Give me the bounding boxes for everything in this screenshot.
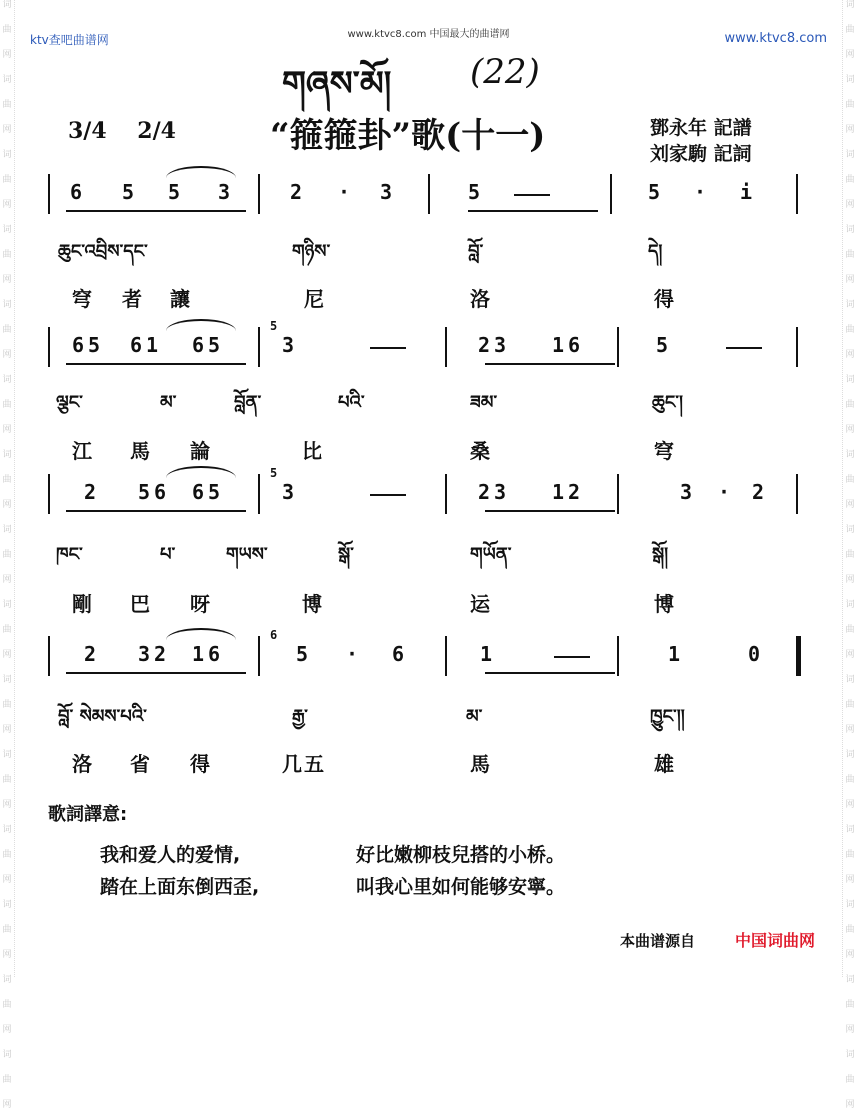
meter-three-four: 3/4 [68, 118, 107, 144]
bar-line [617, 474, 619, 514]
watermark-glyph: 词 [845, 750, 855, 760]
watermark-glyph: 曲 [2, 475, 12, 485]
meter-two-four: 2/4 [137, 118, 176, 144]
watermark-glyph: 曲 [845, 625, 855, 635]
beam-line [66, 210, 246, 212]
watermark-glyph: 词 [2, 225, 12, 235]
sustain-dash [726, 347, 762, 349]
watermark-glyph: 词 [845, 1050, 855, 1060]
watermark-glyph: 网 [2, 950, 12, 960]
watermark-glyph: 网 [845, 1100, 855, 1110]
site-banner: www.ktvc8.com 中国最大的曲谱网 [347, 29, 510, 40]
note: · [694, 180, 707, 204]
watermark-glyph: 词 [845, 900, 855, 910]
watermark-glyph: 网 [845, 350, 855, 360]
chinese-lyric: 比 [302, 439, 324, 463]
watermark-glyph: 曲 [2, 25, 12, 35]
watermark-glyph: 网 [2, 275, 12, 285]
right-watermark-strip [842, 0, 857, 1110]
watermark-glyph: 曲 [845, 850, 855, 860]
tibetan-lyric: བློན་ [234, 392, 262, 413]
slur [166, 319, 236, 331]
chinese-lyric: 洛 [72, 752, 94, 776]
note: 3 [494, 480, 507, 504]
watermark-glyph: 词 [2, 75, 12, 85]
chinese-lyric: 穹 [72, 287, 94, 311]
grace-note: 5 [270, 466, 278, 480]
watermark-glyph: 曲 [845, 475, 855, 485]
note: 6 [72, 333, 85, 357]
sustain-dash [370, 347, 406, 349]
note: 1 [146, 333, 159, 357]
bar-line [48, 636, 50, 676]
watermark-glyph: 词 [845, 75, 855, 85]
note: 5 [208, 333, 221, 357]
note: 5 [648, 180, 661, 204]
note: 6 [392, 642, 405, 666]
watermark-glyph: 曲 [2, 700, 12, 710]
watermark-glyph: 网 [2, 650, 12, 660]
translation-line-2a: 踏在上面东倒西歪, [100, 876, 260, 898]
credit-notation: 鄧永年 記譜 [650, 117, 752, 139]
watermark-glyph: 词 [2, 300, 12, 310]
note: i [740, 180, 753, 204]
beam-line [66, 510, 246, 512]
source-site-link[interactable]: 中国词曲网 [735, 931, 816, 950]
chinese-lyric: 洛 [470, 287, 492, 311]
tibetan-lyric: བློ་ [468, 241, 484, 262]
chinese-lyric: 論 [190, 439, 212, 463]
bar-line [48, 327, 50, 367]
bar-line [796, 174, 798, 214]
note: 3 [218, 180, 231, 204]
note: 1 [668, 642, 681, 666]
tibetan-lyric: ལྕང་ [56, 392, 83, 413]
watermark-glyph: 网 [2, 200, 12, 210]
note: 6 [568, 333, 581, 357]
note: · [718, 480, 731, 504]
watermark-glyph: 网 [2, 875, 12, 885]
translation-heading: 歌詞譯意: [48, 804, 128, 825]
chinese-lyric: 呀 [190, 592, 212, 616]
watermark-glyph: 曲 [845, 250, 855, 260]
note: · [346, 642, 359, 666]
bar-line [258, 474, 260, 514]
watermark-glyph: 词 [845, 150, 855, 160]
watermark-glyph: 网 [845, 275, 855, 285]
watermark-glyph: 曲 [2, 1075, 12, 1085]
chinese-lyric: 雄 [654, 752, 676, 776]
note: 5 [208, 480, 221, 504]
beam-line [66, 363, 246, 365]
watermark-glyph: 网 [2, 725, 12, 735]
slur [166, 628, 236, 640]
note: 2 [84, 642, 97, 666]
chinese-lyric: 穹 [654, 439, 676, 463]
note: 6 [192, 480, 205, 504]
watermark-glyph: 曲 [2, 1000, 12, 1010]
bar-line [258, 327, 260, 367]
chinese-lyric: 巴 [130, 592, 152, 616]
watermark-glyph: 曲 [845, 1075, 855, 1085]
watermark-glyph: 网 [845, 50, 855, 60]
chinese-lyric: 江 [72, 439, 94, 463]
watermark-glyph: 词 [2, 0, 12, 10]
tibetan-lyric: སྒོ་ [338, 544, 354, 565]
note: 6 [154, 480, 167, 504]
grace-note: 5 [270, 319, 278, 333]
note: 5 [138, 480, 151, 504]
note: 5 [122, 180, 135, 204]
watermark-glyph: 曲 [845, 550, 855, 560]
watermark-glyph: 词 [2, 750, 12, 760]
watermark-glyph: 词 [2, 675, 12, 685]
watermark-glyph: 曲 [2, 175, 12, 185]
chinese-lyric: 博 [654, 592, 676, 616]
watermark-glyph: 网 [2, 350, 12, 360]
note: 5 [296, 642, 309, 666]
watermark-glyph: 词 [845, 375, 855, 385]
note: 5 [88, 333, 101, 357]
tibetan-lyric: སྒོ། [652, 544, 669, 565]
note: 6 [130, 333, 143, 357]
watermark-glyph: 网 [845, 1025, 855, 1035]
chinese-lyric: 省 [130, 752, 152, 776]
note: 0 [748, 642, 761, 666]
tibetan-lyric: ཟམ་ [470, 392, 498, 413]
chinese-lyric: 得 [190, 752, 212, 776]
watermark-glyph: 网 [845, 800, 855, 810]
source-label: 本曲谱源自 [620, 932, 696, 950]
watermark-glyph: 曲 [845, 325, 855, 335]
watermark-glyph: 网 [2, 125, 12, 135]
watermark-glyph: 词 [2, 1050, 12, 1060]
note: 2 [478, 333, 491, 357]
site-name-link[interactable]: ktv查吧曲谱网 [30, 33, 109, 47]
watermark-glyph: 曲 [2, 550, 12, 560]
watermark-glyph: 词 [845, 825, 855, 835]
watermark-glyph: 曲 [845, 1000, 855, 1010]
bar-line [48, 174, 50, 214]
note: 6 [192, 333, 205, 357]
note: 2 [752, 480, 765, 504]
tibetan-lyric: གཡས་ [226, 544, 268, 565]
watermark-glyph: 网 [845, 875, 855, 885]
bar-line [617, 636, 619, 676]
sustain-dash [370, 494, 406, 496]
title-number: (22) [470, 52, 540, 92]
grace-note: 6 [270, 628, 278, 642]
note: 3 [138, 642, 151, 666]
watermark-glyph: 网 [2, 1100, 12, 1110]
bar-line [796, 474, 798, 514]
beam-line [468, 210, 598, 212]
watermark-glyph: 词 [845, 450, 855, 460]
tibetan-lyric: རྒྱ་ [292, 706, 308, 727]
watermark-glyph: 网 [845, 575, 855, 585]
watermark-glyph: 词 [845, 975, 855, 985]
song-title: “箍箍卦”歌(十一) [270, 116, 546, 156]
chinese-lyric: 剛 [72, 592, 94, 616]
watermark-glyph: 词 [2, 600, 12, 610]
watermark-glyph: 网 [845, 650, 855, 660]
note: 2 [84, 480, 97, 504]
chinese-lyric: 馬 [130, 439, 152, 463]
watermark-glyph: 网 [845, 125, 855, 135]
watermark-glyph: 网 [845, 950, 855, 960]
bar-line [796, 327, 798, 367]
tibetan-lyric: གཉིས་ [292, 241, 331, 262]
watermark-glyph: 词 [845, 525, 855, 535]
time-signature [68, 118, 176, 144]
tibetan-lyric: ཁྱུང་།། [650, 706, 685, 727]
bar-line [428, 174, 430, 214]
note: 5 [468, 180, 481, 204]
note: 2 [154, 642, 167, 666]
note: 3 [282, 333, 295, 357]
sustain-dash [514, 194, 550, 196]
chinese-lyric: 馬 [470, 752, 492, 776]
watermark-glyph: 词 [845, 225, 855, 235]
watermark-glyph: 曲 [845, 925, 855, 935]
watermark-glyph: 网 [2, 50, 12, 60]
watermark-glyph: 网 [845, 200, 855, 210]
watermark-glyph: 词 [845, 675, 855, 685]
bar-line [258, 636, 260, 676]
note: 6 [208, 642, 221, 666]
slur [166, 466, 236, 478]
credit-lyrics: 刘家駒 記詞 [650, 143, 752, 165]
watermark-glyph: 曲 [2, 850, 12, 860]
note: 3 [282, 480, 295, 504]
chinese-lyric: 桑 [470, 439, 492, 463]
watermark-glyph: 词 [2, 525, 12, 535]
watermark-glyph: 曲 [845, 400, 855, 410]
watermark-glyph: 曲 [845, 25, 855, 35]
watermark-glyph: 词 [2, 375, 12, 385]
tibetan-lyric: མ་ [466, 706, 483, 727]
watermark-glyph: 网 [2, 500, 12, 510]
watermark-glyph: 词 [845, 600, 855, 610]
tibetan-lyric: བློ་ སེམས་པའི་ [58, 706, 147, 727]
note: 5 [168, 180, 181, 204]
bar-line [796, 636, 801, 676]
chinese-lyric: 讓 [170, 287, 192, 311]
chinese-lyric: 尼 [304, 287, 326, 311]
bar-line [445, 636, 447, 676]
note: 2 [478, 480, 491, 504]
tibetan-lyric: མ་ [160, 392, 177, 413]
note: 3 [680, 480, 693, 504]
watermark-glyph: 曲 [2, 100, 12, 110]
watermark-glyph: 曲 [2, 400, 12, 410]
beam-line [485, 363, 615, 365]
note: 1 [552, 333, 565, 357]
tibetan-lyric: པ་ [160, 544, 176, 565]
tibetan-lyric: ཆུང་། [652, 392, 683, 413]
watermark-glyph: 曲 [845, 700, 855, 710]
watermark-glyph: 网 [845, 500, 855, 510]
watermark-glyph: 网 [2, 575, 12, 585]
watermark-glyph: 词 [2, 150, 12, 160]
beam-line [485, 672, 615, 674]
watermark-glyph: 词 [2, 900, 12, 910]
slur [166, 166, 236, 178]
chinese-lyric: 者 [122, 287, 144, 311]
note: 3 [494, 333, 507, 357]
chinese-lyric: 博 [302, 592, 324, 616]
watermark-glyph: 曲 [2, 775, 12, 785]
translation-line-1a: 我和爱人的爱情, [100, 844, 241, 866]
credits [650, 115, 752, 167]
watermark-glyph: 曲 [2, 250, 12, 260]
watermark-glyph: 词 [2, 825, 12, 835]
watermark-glyph: 网 [845, 725, 855, 735]
watermark-glyph: 网 [2, 1025, 12, 1035]
sustain-dash [554, 656, 590, 658]
watermark-glyph: 网 [2, 425, 12, 435]
watermark-glyph: 词 [2, 450, 12, 460]
note: 6 [70, 180, 83, 204]
chinese-lyric: 得 [654, 287, 676, 311]
note: 2 [290, 180, 303, 204]
watermark-glyph: 曲 [2, 625, 12, 635]
watermark-glyph: 曲 [845, 100, 855, 110]
chinese-lyric: 几五 [282, 752, 326, 776]
tibetan-lyric: ཁང་ [56, 544, 83, 565]
note: 1 [552, 480, 565, 504]
chinese-lyric: 运 [470, 592, 492, 616]
beam-line [66, 672, 246, 674]
bar-line [258, 174, 260, 214]
beam-line [485, 510, 615, 512]
site-url-link[interactable]: www.ktvc8.com [724, 31, 827, 46]
watermark-glyph: 曲 [2, 925, 12, 935]
bar-line [445, 327, 447, 367]
watermark-glyph: 词 [845, 300, 855, 310]
left-watermark-strip [0, 0, 15, 1110]
bar-line [617, 327, 619, 367]
note: 1 [480, 642, 493, 666]
tibetan-lyric: པའི་ [338, 392, 365, 413]
watermark-glyph: 网 [845, 425, 855, 435]
tibetan-lyric: དེ། [648, 241, 663, 262]
bar-line [445, 474, 447, 514]
bar-line [48, 474, 50, 514]
watermark-glyph: 词 [2, 975, 12, 985]
watermark-glyph: 曲 [2, 325, 12, 335]
translation-line-2b: 叫我心里如何能够安寧。 [356, 876, 566, 898]
watermark-glyph: 曲 [845, 175, 855, 185]
note: 5 [656, 333, 669, 357]
note: · [338, 180, 351, 204]
watermark-glyph: 词 [845, 0, 855, 10]
note: 2 [568, 480, 581, 504]
watermark-glyph: 曲 [845, 775, 855, 785]
tibetan-lyric: གཡོན་ [470, 544, 512, 565]
watermark-glyph: 网 [2, 800, 12, 810]
tibetan-title: གཞས་མོ། [282, 64, 392, 104]
note: 1 [192, 642, 205, 666]
bar-line [610, 174, 612, 214]
note: 3 [380, 180, 393, 204]
tibetan-lyric: ཆུང་འབྲིས་དང་ [58, 241, 148, 262]
translation-line-1b: 好比嫩柳枝兒搭的小桥。 [356, 844, 566, 866]
